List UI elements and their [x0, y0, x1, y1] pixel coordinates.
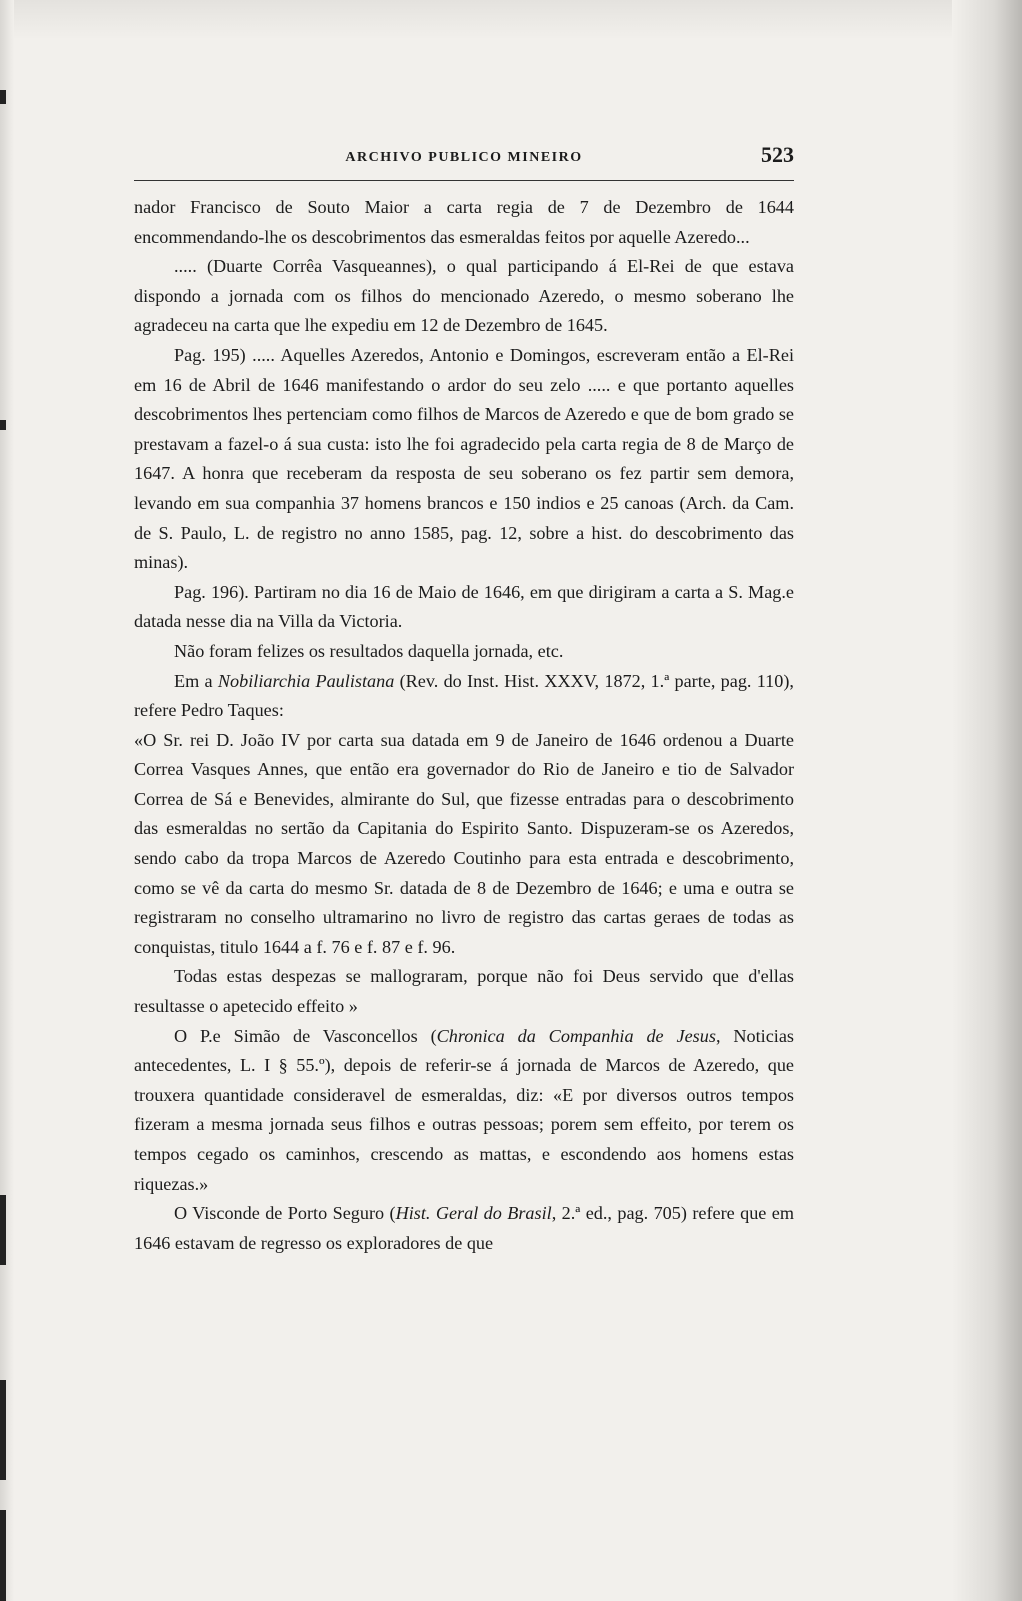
page-number: 523	[761, 142, 794, 167]
text-run: O P.e Simão de Vasconcellos (	[174, 1025, 437, 1046]
paragraph: Pag. 195) ..... Aquelles Azeredos, Antonio e Domingos, escreveram então a El-Rei em 16 de Abril de 1646 manifestando o ardor do seu zelo ..... e que portanto aquelles descobrimentos lhes pertenciam como filhos de Marcos de Azeredo e que de bom grado se prestavam a fazel-o á sua custa: isto lhe foi agradecido pela carta regia de 8 de Março de 1647. A honra que receberam da resposta de seu soberano os fez partir sem demora, levando em sua companhia 37 homens brancos e 150 indios e 25 canoas (Arch. da Cam. de S. Paulo, L. de registro no anno 1585, pag. 12, sobre a hist. do descobrimento das minas).	[134, 344, 794, 573]
paragraph: Pag. 196). Partiram no dia 16 de Maio de 1646, em que dirigiram a carta a S. Mag.e datada nesse dia na Villa da Victoria.	[134, 581, 794, 632]
running-head: ARCHIVO PUBLICO MINEIRO	[345, 150, 583, 165]
paragraph: Não foram felizes os resultados daquella jornada, etc.	[174, 640, 564, 661]
book-title: Chronica da Companhia de Jesus	[436, 1025, 716, 1046]
quotation: «O Sr. rei D. João IV por carta sua datada em 9 de Janeiro de 1646 ordenou a Duarte Correa Vasques Annes, que então era governador do Rio de Janeiro e tio de Salvador Correa de Sá e Benevides, almirante do Sul, que fizesse entradas para o descobrimento das esmeraldas no sertão da Capitania do Espirito Santo. Dispuzeram-se os Azeredos, sendo cabo da tropa Marcos de Azeredo Coutinho para esta entrada e descobrimento, como se vê da carta do mesmo Sr. datada de 8 de Dezembro de 1646; e uma e outra se registraram no conselho ultramarino no livro de registro das cartas geraes de todas as conquistas, titulo 1644 a f. 76 e f. 87 e f. 96.	[134, 729, 794, 957]
book-page	[134, 130, 794, 1258]
paragraph: nador Francisco de Souto Maior a carta regia de 7 de Dezembro de 1644 encommendando-lhe os descobrimentos das esmeraldas feitos por aquelle Azeredo...	[134, 197, 794, 247]
text-run: Em a	[174, 670, 218, 691]
header-rule	[134, 180, 794, 181]
body-text	[134, 193, 794, 1258]
binding-mark	[0, 1380, 6, 1480]
binding-mark	[0, 420, 6, 430]
text-run: O Visconde de Porto Seguro (	[174, 1203, 396, 1224]
text-run: (Rev. do Inst. Hist. XXXV, 1872, 1.ª parte, pag. 110), refere Pedro Taques:	[134, 670, 794, 721]
scan-edge-right	[952, 0, 1022, 1601]
paragraph	[134, 667, 794, 726]
book-title: Hist. Geral do Brasil	[395, 1203, 552, 1224]
paragraph: ..... (Duarte Corrêa Vasqueannes), o qual participando á El-Rei de que estava dispondo a jornada com os filhos do mencionado Azeredo, o mesmo soberano lhe agradeceu na carta que lhe expediu em 12 de Dezembro de 1645.	[134, 256, 794, 336]
scan-edge-top	[0, 0, 1022, 40]
text-run: , Noticias antecedentes, L. I § 55.º), depois de referir-se á jornada de Marcos de Azeredo, que trouxera quantidade consideravel de esmeraldas, diz: «E por diversos outros tempos fizeram a mesma jornada seus filhos e outras pessoas; porem sem effeito, por terem os tempos cegado os caminhos, crescendo as mattas, e escondendo aos homens estas riquezas.»	[134, 1025, 794, 1194]
paragraph	[134, 1199, 794, 1258]
binding-mark	[0, 90, 6, 104]
scan-edge-left	[0, 0, 14, 1601]
book-title: Nobiliarchia Paulistana	[217, 670, 395, 691]
binding-mark	[0, 1195, 6, 1265]
paragraph	[134, 1022, 794, 1200]
paragraph: Todas estas despezas se mallograram, porque não foi Deus servido que d'ellas resultasse o apetecido effeito »	[134, 966, 794, 1017]
text-run: , 2.ª ed., pag. 705) refere que em 1646 estavam de regresso os exploradores de que	[134, 1203, 794, 1253]
binding-mark	[0, 1510, 6, 1601]
page-header	[134, 130, 794, 170]
